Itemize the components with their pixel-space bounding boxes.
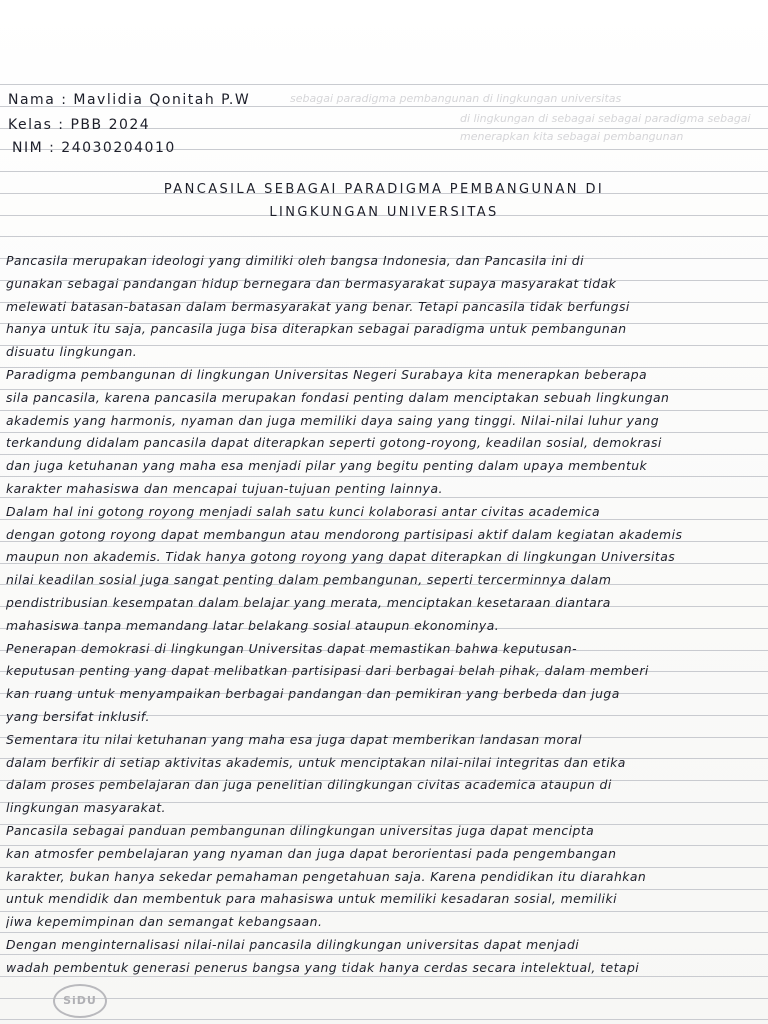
ruled-line [0, 84, 768, 85]
essay-line: gunakan sebagai pandangan hidup bernegara dan bermasyarakat supaya masyarakat tidak [6, 275, 617, 291]
essay-line: dalam berfikir di setiap aktivitas akademis, untuk menciptakan nilai-nilai integritas dan etika [6, 754, 626, 770]
essay-line: Sementara itu nilai ketuhanan yang maha esa juga dapat memberikan landasan moral [6, 731, 583, 747]
essay-line: mahasiswa tanpa memandang latar belakang sosial ataupun ekonominya. [6, 617, 500, 633]
essay-line: sila pancasila, karena pancasila merupakan fondasi penting dalam menciptakan sebuah lingkungan [6, 389, 670, 405]
essay-line: akademis yang harmonis, nyaman dan juga memiliki daya saing yang tinggi. Nilai-nilai luhur yang [6, 412, 660, 428]
essay-line: nilai keadilan sosial juga sangat penting dalam pembangunan, seperti tercerminnya dalam [6, 572, 612, 588]
essay-line: yang bersifat inklusif. [6, 709, 150, 724]
essay-line: keputusan penting yang dapat melibatkan partisipasi dari berbagai belah pihak, dalam memberi [6, 663, 649, 679]
ruled-line [0, 889, 768, 890]
essay-title-line-1: PANCASILA SEBAGAI PARADIGMA PEMBANGUNAN DI [163, 182, 605, 197]
essay-line: maupun non akademis. Tidak hanya gotong royong yang dapat diterapkan di lingkungan Universitas [6, 549, 676, 565]
essay-line: Pancasila merupakan ideologi yang dimiliki oleh bangsa Indonesia, dan Pancasila ini di [6, 253, 585, 268]
essay-line: dan juga ketuhanan yang maha esa menjadi pilar yang begitu penting dalam upaya membentuk [6, 458, 648, 474]
essay-line: Penerapan demokrasi di lingkungan Universitas dapat memastikan bahwa keputusan- [6, 640, 577, 656]
ruled-line [0, 998, 768, 999]
ruled-line [0, 976, 768, 977]
bleed-through-text: sebagai paradigma pembangunan di lingkungan universitas [290, 92, 622, 105]
essay-line: lingkungan masyarakat. [6, 800, 166, 816]
essay-line: melewati batasan-batasan dalam bermasyarakat yang benar. Tetapi pancasila tidak berfungsi [6, 298, 630, 314]
essay-line: kan atmosfer pembelajaran yang nyaman dan juga dapat berorientasi pada pengembangan [6, 845, 617, 861]
essay-line: disuatu lingkungan. [6, 344, 138, 360]
essay-line: karakter, bukan hanya sekedar pemahaman pengetahuan saja. Karena pendidikan itu diarahkan [6, 868, 647, 884]
bleed-through-text: di lingkungan di sebagai sebagai paradigma sebagai [460, 112, 751, 125]
paper-brand-logo: SiDU [53, 984, 107, 1018]
essay-line: jiwa kepemimpinan dan semangat kebangsaan. [6, 914, 323, 930]
essay-line: Pancasila sebagai panduan pembangunan dilingkungan universitas juga dapat mencipta [6, 823, 595, 838]
ruled-line [0, 236, 768, 237]
ruled-line [0, 454, 768, 455]
student-class: Kelas : PBB 2024 [8, 117, 151, 133]
ruled-line [0, 932, 768, 933]
ruled-line [0, 1019, 768, 1020]
essay-line: dengan gotong royong dapat membangun atau mendorong partisipasi aktif dalam kegiatan akademis [6, 526, 683, 542]
ruled-line [0, 171, 768, 172]
essay-line: Paradigma pembangunan di lingkungan Universitas Negeri Surabaya kita menerapkan beberapa [6, 367, 648, 382]
essay-line: dalam proses pembelajaran dan juga penelitian dilingkungan civitas academica ataupun di [6, 777, 612, 793]
ruled-line [0, 476, 768, 477]
student-nim: NIM : 24030204010 [12, 140, 176, 156]
essay-line: kan ruang untuk menyampaikan berbagai pandangan dan pemikiran yang berbeda dan juga [6, 686, 620, 702]
essay-line: karakter mahasiswa dan mencapai tujuan-tujuan penting lainnya. [6, 481, 443, 496]
essay-line: terkandung didalam pancasila dapat diterapkan seperti gotong-royong, keadilan sosial, demokrasi [6, 435, 662, 451]
student-name: Nama : Mavlidia Qonitah P.W [8, 92, 251, 108]
essay-line: pendistribusian kesempatan dalam belajar yang merata, menciptakan kesetaraan diantara [6, 595, 611, 610]
bleed-through-text: menerapkan kita sebagai pembangunan [460, 130, 684, 143]
essay-title-line-2: LINGKUNGAN UNIVERSITAS [269, 205, 499, 220]
ruled-line [0, 911, 768, 912]
ruled-line [0, 432, 768, 433]
ruled-line [0, 519, 768, 520]
essay-line: hanya untuk itu saja, pancasila juga bisa diterapkan sebagai paradigma untuk pembangunan [6, 321, 627, 337]
ruled-line [0, 410, 768, 411]
essay-line: wadah pembentuk generasi penerus bangsa yang tidak hanya cerdas secara intelektual, tetapi [6, 959, 640, 975]
ruled-line [0, 497, 768, 498]
essay-line: Dalam hal ini gotong royong menjadi salah satu kunci kolaborasi antar civitas academica [6, 503, 601, 519]
essay-line: untuk mendidik dan membentuk para mahasiswa untuk memiliki kesadaran sosial, memiliki [6, 891, 617, 907]
ruled-line [0, 954, 768, 955]
essay-line: Dengan menginternalisasi nilai-nilai pancasila dilingkungan universitas dapat menjadi [6, 937, 580, 952]
